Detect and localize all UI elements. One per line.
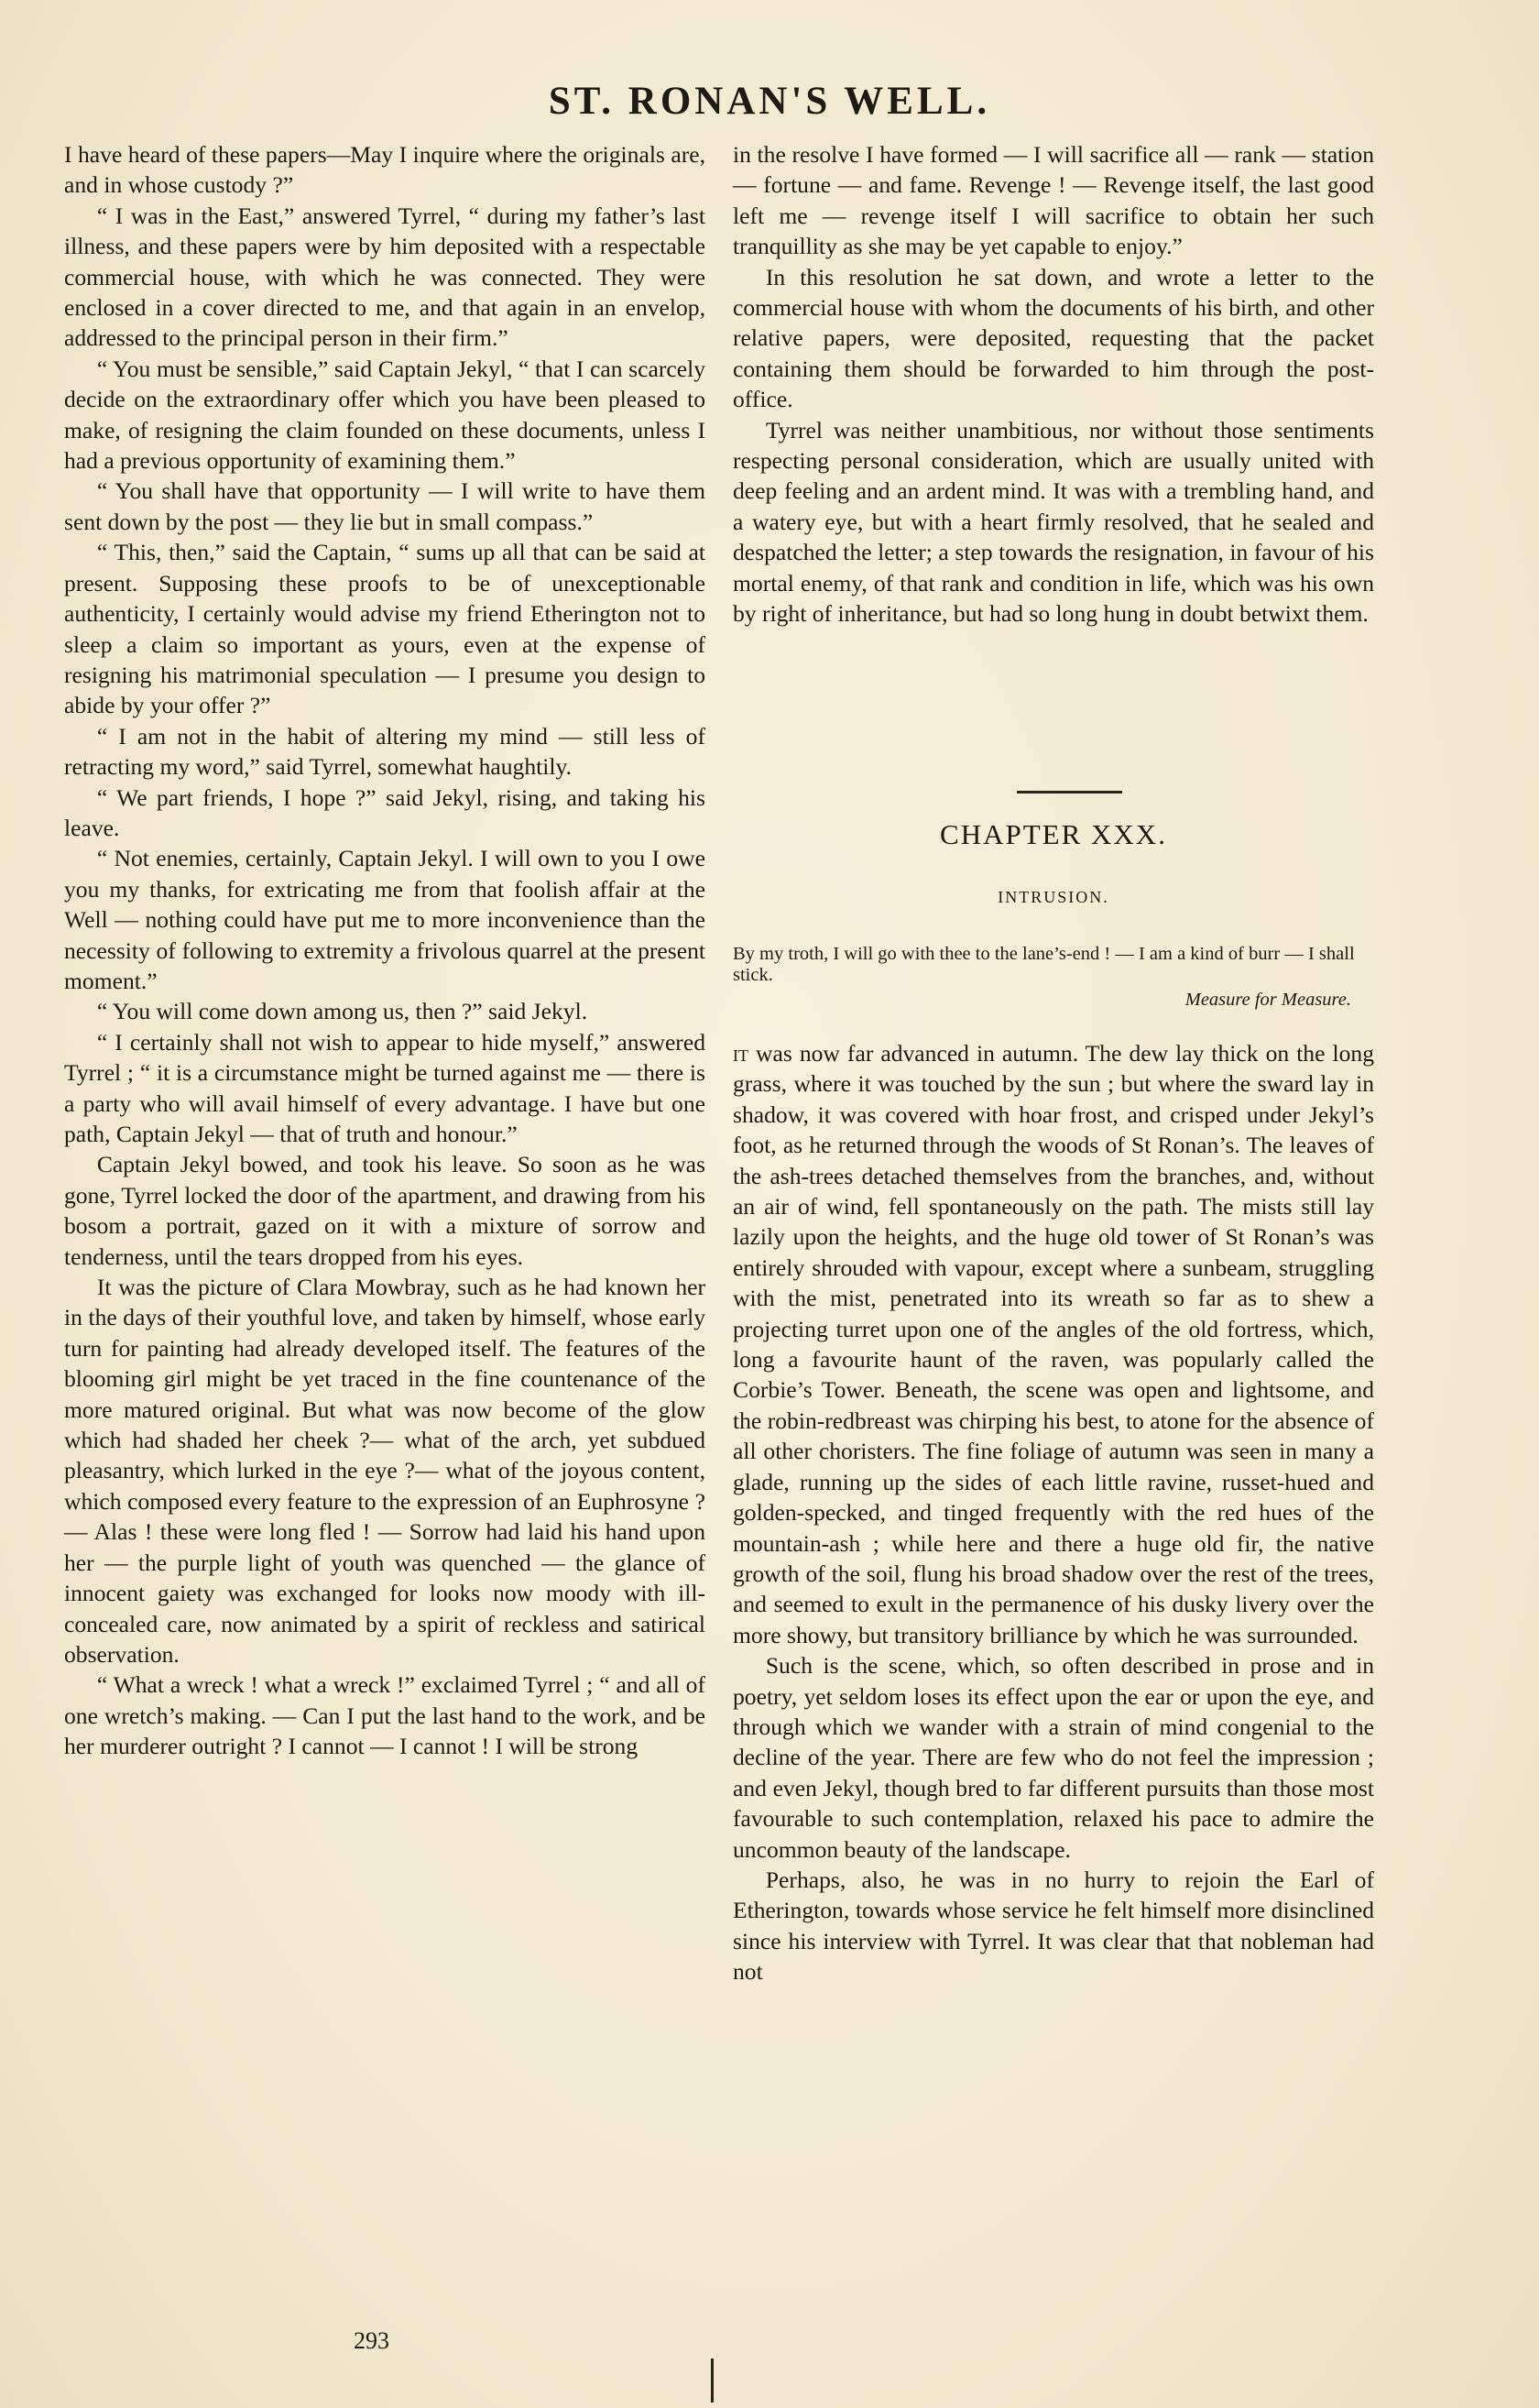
paragraph-text: was now far advanced in autumn. The dew lay thick on the long grass, where it was touched by the sun ; but where the sward lay in shadow, it was covered with hoar frost, and crisped under Jekyl’s foot, as he returned through the woods of St Ronan’s. The leaves of the ash-trees detached themselves from the branches, and, without an air of wind, fell spontaneously on the path. The mists still lay lazily upon the heights, and the huge old tower of St Ronan’s was entirely shrouded with vapour, except where a sunbeam, struggling with the mist, penetrated into its wreath so far as to shew a projecting turret upon one of the angles of the old fortress, which, long a favourite haunt of the raven, was popularly called the Corbie’s Tower. Beneath, the scene was open and lightsome, and the robin-redbreast was chirping his best, to atone for the absence of all other choristers. The fine foliage of autumn was seen in many a glade, running up the sides of each little ravine, russet-hued and golden-specked, and tinged frequently with the red hues of the mountain-ash ; while here and there a huge old fir, the native growth of the soil, flung his broad shadow over the rest of the trees, and seemed to exult in the permanence of his dusky livery over the more showy, but transitory brilliance by which he was surrounded. — [733, 1040, 1374, 1648]
paragraph: In this resolution he sat down, and wrote a letter to the commercial house with whom the documents of his birth, and other relative papers, were deposited, requesting that the packet containing them should be forwarded to him through the post-office. — [733, 263, 1374, 413]
paragraph: “ I certainly shall not wish to appear to hide myself,” answered Tyrrel ; “ it is a circumstance might be turned against me — there is a party who will avail himself of every advantage. I have but one path, Captain Jekyl — that of truth and honour.” — [64, 1028, 705, 1147]
paragraph: “ I am not in the habit of altering my mind — still less of retracting my word,” said Tyrrel, somewhat haughtily. — [64, 722, 705, 781]
chapter-subtitle: INTRUSION. — [998, 888, 1109, 906]
paragraph: “ You shall have that opportunity — I will write to have them sent down by the post — they lie but in small compass.” — [64, 477, 705, 535]
paragraph: “ You will come down among us, then ?” said Jekyl. — [96, 998, 588, 1025]
chapter-heading: CHAPTER XXX. — [940, 818, 1167, 850]
page-number: 293 — [354, 2327, 389, 2354]
epigraph — [733, 944, 1374, 1011]
opening-word: it — [733, 1040, 748, 1067]
epigraph-text: By my troth, I will go with thee to the lane’s-end ! — I am a kind of burr — I shall stick. — [733, 944, 1355, 985]
paragraph: It was the picture of Clara Mowbray, such as he had known her in the days of their youthful love, and taken by himself, whose early turn for painting had already developed itself. The features of the blooming girl might be yet traced in the fine countenance of the more matured original. But what was now become of the glow which had shaded her cheek ?— what of the arch, yet subdued pleasantry, which lurked in the eye ?— what of the joyous content, which composed every feature to the expression of an Euphrosyne ? — Alas ! these were long fled ! — Sorrow had laid his hand upon her — the purple light of youth was quenched — the glance of innocent gaiety was exchanged for looks now moody with ill-concealed care, now animated by a spirit of reckless and satirical observation. — [64, 1274, 705, 1668]
paragraph: Tyrrel was neither unambitious, nor without those sentiments respecting personal consideration, which are usually united with deep feeling and an ardent mind. It was with a trembling hand, and a watery eye, but with a heart firmly resolved, that he sealed and despatched the letter; a step towards the resignation, in favour of his mortal enemy, of that rank and condition in life, which was his own by right of inheritance, but had so long hung in doubt betwixt them. — [733, 416, 1374, 628]
chapter-body — [733, 1038, 1374, 1987]
gutter-mark — [711, 2359, 714, 2403]
right-column — [733, 139, 1374, 629]
paragraph: Such is the scene, which, so often described in prose and in poetry, yet seldom loses its effect upon the ear or upon the eye, and through which we wander with a strain of mind congenial to the decline of the year. There are few who do not feel the impression ; and even Jekyl, though bred to far different pursuits than those most favourable to such contemplation, relaxed his pace to admire the uncommon beauty of the landscape. — [733, 1652, 1374, 1863]
paragraph: “ Not enemies, certainly, Captain Jekyl. I will own to you I owe you my thanks, for extricating me from that foolish affair at the Well — nothing could have put me to more inconvenience than the necessity of following to extremity a frivolous quarrel at the present moment.” — [64, 845, 705, 994]
epigraph-source: Measure for Measure. — [1184, 990, 1351, 1010]
running-title: ST. RONAN'S WELL. — [548, 80, 991, 123]
paragraph: “ We part friends, I hope ?” said Jekyl, rising, and taking his leave. — [64, 783, 705, 841]
paragraph: “ I was in the East,” answered Tyrrel, “ during my father’s last illness, and these papers were by him deposited with a respectable commercial house, with which he was connected. They were enclosed in a cover directed to me, and that again in an envelop, addressed to the principal person in their firm.” — [64, 202, 705, 352]
paragraph: Captain Jekyl bowed, and took his leave. So soon as he was gone, Tyrrel locked the door of the apartment, and drawing from his bosom a portrait, gazed on it with a mixture of sorrow and tenderness, until the tears dropped from his eyes. — [64, 1151, 705, 1270]
paragraph: “ This, then,” said the Captain, “ sums up all that can be said at present. Supposing these proofs to be of unexceptionable authenticity, I certainly would advise my friend Etherington not to sleep a claim so important as yours, even at the expense of resigning his matrimonial speculation — I presume you design to abide by your offer ?” — [64, 539, 705, 719]
paragraph: “ What a wreck ! what a wreck !” exclaimed Tyrrel ; “ and all of one wretch’s making. — Can I put the last hand to the work, and be her murderer outright ? I cannot — I cannot ! I will be strong — [64, 1671, 705, 1760]
paragraph: I have heard of these papers—May I inquire where the originals are, and in whose custody ?” — [64, 141, 705, 199]
paragraph: in the resolve I have formed — I will sacrifice all — rank — station — fortune — and fame. Revenge ! — Revenge itself, the last good left me — revenge itself I will sacrifice to obtain her such tranquillity as she may be yet capable to enjoy.” — [733, 141, 1374, 260]
left-column — [64, 139, 705, 1762]
paragraph: Perhaps, also, he was in no hurry to rejoin the Earl of Etherington, towards whose service he felt himself more disinclined since his interview with Tyrrel. It was clear that that nobleman had not — [733, 1866, 1374, 1986]
section-divider — [1017, 791, 1122, 794]
paragraph — [733, 1038, 1374, 1650]
paragraph: “ You must be sensible,” said Captain Jekyl, “ that I can scarcely decide on the extraordinary offer which you have been pleased to make, of resigning the claim founded on these documents, unless I had a previous opportunity of examining them.” — [64, 355, 705, 475]
